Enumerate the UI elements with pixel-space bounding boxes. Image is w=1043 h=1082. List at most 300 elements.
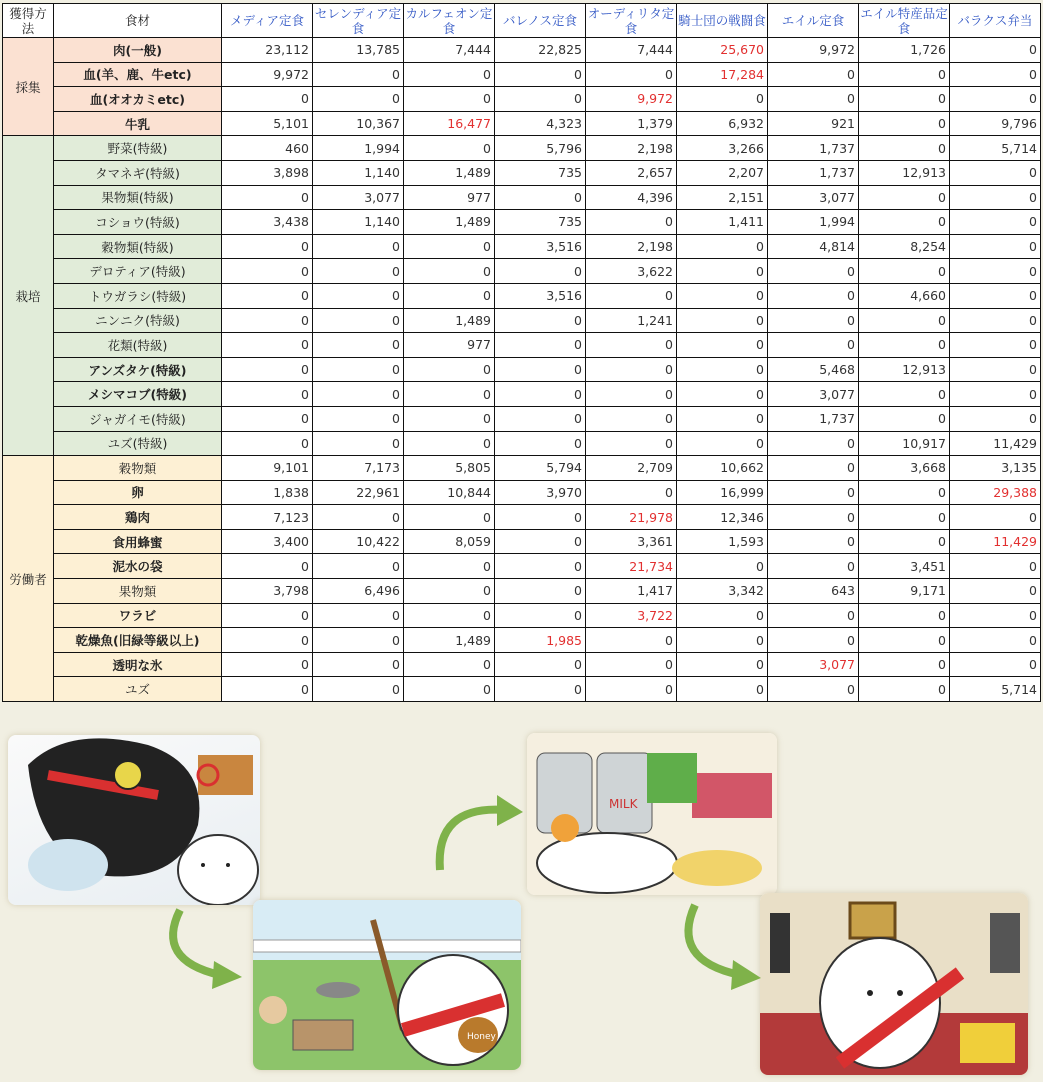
value-cell: 0 xyxy=(950,283,1041,308)
value-cell: 3,516 xyxy=(495,234,586,259)
value-cell: 5,794 xyxy=(495,456,586,481)
value-cell: 3,135 xyxy=(950,456,1041,481)
value-cell: 0 xyxy=(859,406,950,431)
value-cell: 0 xyxy=(495,431,586,456)
table-row xyxy=(3,382,1041,407)
value-cell: 0 xyxy=(404,579,495,604)
value-cell: 1,411 xyxy=(677,210,768,235)
value-cell: 2,657 xyxy=(586,160,677,185)
value-cell: 9,972 xyxy=(768,38,859,63)
value-cell: 977 xyxy=(404,333,495,358)
value-cell: 3,451 xyxy=(859,554,950,579)
header-col-8: バラクス弁当 xyxy=(950,4,1041,38)
value-cell: 0 xyxy=(768,603,859,628)
table-row xyxy=(3,136,1041,161)
value-cell: 0 xyxy=(768,333,859,358)
arrow-1-icon xyxy=(150,905,250,995)
table-row xyxy=(3,87,1041,112)
ingredient-cell: 花類(特級) xyxy=(54,333,222,358)
value-cell: 0 xyxy=(586,382,677,407)
table-row xyxy=(3,210,1041,235)
group-label: 栽培 xyxy=(3,136,54,456)
table-row xyxy=(3,529,1041,554)
value-cell: 0 xyxy=(404,357,495,382)
value-cell: 0 xyxy=(950,185,1041,210)
value-cell: 0 xyxy=(768,87,859,112)
value-cell: 2,709 xyxy=(586,456,677,481)
value-cell: 9,972 xyxy=(222,62,313,87)
table-row xyxy=(3,628,1041,653)
table-row xyxy=(3,603,1041,628)
value-cell: 1,241 xyxy=(586,308,677,333)
value-cell: 0 xyxy=(404,677,495,702)
value-cell: 0 xyxy=(768,529,859,554)
value-cell: 735 xyxy=(495,160,586,185)
table-row xyxy=(3,406,1041,431)
value-cell: 6,496 xyxy=(313,579,404,604)
value-cell: 0 xyxy=(859,652,950,677)
value-cell: 0 xyxy=(677,259,768,284)
value-cell: 6,932 xyxy=(677,111,768,136)
value-cell: 10,662 xyxy=(677,456,768,481)
value-cell: 0 xyxy=(768,628,859,653)
table-row xyxy=(3,160,1041,185)
value-cell: 3,342 xyxy=(677,579,768,604)
value-cell: 643 xyxy=(768,579,859,604)
header-col-3: バレノス定食 xyxy=(495,4,586,38)
ingredient-cell: アンズタケ(特級) xyxy=(54,357,222,382)
table-row xyxy=(3,505,1041,530)
value-cell: 0 xyxy=(495,554,586,579)
value-cell: 0 xyxy=(677,406,768,431)
value-cell: 5,468 xyxy=(768,357,859,382)
value-cell: 0 xyxy=(495,259,586,284)
value-cell: 0 xyxy=(222,234,313,259)
value-cell: 9,101 xyxy=(222,456,313,481)
workers-scene-image xyxy=(253,900,521,1070)
group-label: 労働者 xyxy=(3,456,54,702)
header-col-7: エイル特産品定食 xyxy=(860,5,948,36)
value-cell: 0 xyxy=(859,382,950,407)
value-cell: 0 xyxy=(222,603,313,628)
ingredient-cell: 穀物類(特級) xyxy=(54,234,222,259)
value-cell: 0 xyxy=(950,160,1041,185)
value-cell: 0 xyxy=(768,62,859,87)
value-cell: 0 xyxy=(495,382,586,407)
group-label: 採集 xyxy=(3,38,54,136)
value-cell: 16,477 xyxy=(404,111,495,136)
value-cell: 0 xyxy=(404,505,495,530)
ingredient-cell: メシマコブ(特級) xyxy=(54,382,222,407)
arrow-2-icon xyxy=(425,780,525,880)
value-cell: 3,722 xyxy=(586,603,677,628)
value-cell: 25,670 xyxy=(677,38,768,63)
value-cell: 0 xyxy=(313,283,404,308)
ingredient-cell: タマネギ(特級) xyxy=(54,160,222,185)
value-cell: 7,123 xyxy=(222,505,313,530)
value-cell: 0 xyxy=(950,62,1041,87)
table-row xyxy=(3,62,1041,87)
value-cell: 17,284 xyxy=(677,62,768,87)
value-cell: 0 xyxy=(950,210,1041,235)
value-cell: 0 xyxy=(313,62,404,87)
table-row xyxy=(3,652,1041,677)
ingredients-scene-image xyxy=(527,733,777,895)
value-cell: 0 xyxy=(859,62,950,87)
value-cell: 3,077 xyxy=(768,652,859,677)
value-cell: 5,101 xyxy=(222,111,313,136)
value-cell: 0 xyxy=(495,529,586,554)
ingredient-cell: トウガラシ(特級) xyxy=(54,283,222,308)
ingredient-cell: 卵 xyxy=(54,480,222,505)
value-cell: 3,668 xyxy=(859,456,950,481)
value-cell: 0 xyxy=(859,603,950,628)
value-cell: 0 xyxy=(677,308,768,333)
value-cell: 0 xyxy=(222,357,313,382)
value-cell: 0 xyxy=(950,87,1041,112)
value-cell: 0 xyxy=(859,210,950,235)
value-cell: 0 xyxy=(495,677,586,702)
value-cell: 1,726 xyxy=(859,38,950,63)
table-row xyxy=(3,185,1041,210)
value-cell: 0 xyxy=(677,234,768,259)
value-cell: 0 xyxy=(404,87,495,112)
value-cell: 0 xyxy=(313,603,404,628)
value-cell: 0 xyxy=(404,603,495,628)
value-cell: 0 xyxy=(222,628,313,653)
ingredient-cell: 果物類 xyxy=(54,579,222,604)
value-cell: 0 xyxy=(222,406,313,431)
value-cell: 11,429 xyxy=(950,529,1041,554)
value-cell: 3,970 xyxy=(495,480,586,505)
value-cell: 0 xyxy=(404,136,495,161)
value-cell: 4,396 xyxy=(586,185,677,210)
table-row xyxy=(3,480,1041,505)
value-cell: 0 xyxy=(586,406,677,431)
value-cell: 0 xyxy=(495,652,586,677)
ingredient-cell: 果物類(特級) xyxy=(54,185,222,210)
value-cell: 0 xyxy=(495,406,586,431)
ingredient-cell: ユズ xyxy=(54,677,222,702)
value-cell: 0 xyxy=(768,308,859,333)
ingredient-cell: ニンニク(特級) xyxy=(54,308,222,333)
value-cell: 8,059 xyxy=(404,529,495,554)
value-cell: 0 xyxy=(495,185,586,210)
value-cell: 1,489 xyxy=(404,308,495,333)
illustration-mansion xyxy=(760,893,1028,1075)
value-cell: 0 xyxy=(222,677,313,702)
value-cell: 9,171 xyxy=(859,579,950,604)
value-cell: 3,400 xyxy=(222,529,313,554)
value-cell: 11,429 xyxy=(950,431,1041,456)
value-cell: 3,266 xyxy=(677,136,768,161)
value-cell: 0 xyxy=(495,357,586,382)
value-cell: 2,198 xyxy=(586,234,677,259)
ingredient-cell: 野菜(特級) xyxy=(54,136,222,161)
value-cell: 1,379 xyxy=(586,111,677,136)
value-cell: 3,077 xyxy=(313,185,404,210)
table-row xyxy=(3,431,1041,456)
ingredient-cell: 泥水の袋 xyxy=(54,554,222,579)
ingredient-cell: ユズ(特級) xyxy=(54,431,222,456)
value-cell: 3,077 xyxy=(768,185,859,210)
value-cell: 5,796 xyxy=(495,136,586,161)
value-cell: 0 xyxy=(586,431,677,456)
value-cell: 0 xyxy=(222,431,313,456)
value-cell: 0 xyxy=(313,333,404,358)
table-row xyxy=(3,554,1041,579)
value-cell: 13,785 xyxy=(313,38,404,63)
value-cell: 0 xyxy=(859,259,950,284)
value-cell: 4,660 xyxy=(859,283,950,308)
value-cell: 21,734 xyxy=(586,554,677,579)
ingredient-cell: 鶏肉 xyxy=(54,505,222,530)
table-row xyxy=(3,677,1041,702)
value-cell: 0 xyxy=(768,456,859,481)
header-method: 獲得方法 xyxy=(3,4,54,38)
table-row xyxy=(3,333,1041,358)
value-cell: 1,737 xyxy=(768,160,859,185)
value-cell: 1,489 xyxy=(404,160,495,185)
value-cell: 3,622 xyxy=(586,259,677,284)
ingredient-cell: 血(羊、鹿、牛etc) xyxy=(54,62,222,87)
table-row xyxy=(3,308,1041,333)
value-cell: 0 xyxy=(404,234,495,259)
value-cell: 0 xyxy=(677,554,768,579)
value-cell: 7,173 xyxy=(313,456,404,481)
value-cell: 2,198 xyxy=(586,136,677,161)
ingredient-cell: 食用蜂蜜 xyxy=(54,529,222,554)
value-cell: 0 xyxy=(677,603,768,628)
value-cell: 0 xyxy=(313,505,404,530)
value-cell: 0 xyxy=(404,283,495,308)
value-cell: 0 xyxy=(586,283,677,308)
value-cell: 735 xyxy=(495,210,586,235)
table-row xyxy=(3,38,1041,63)
value-cell: 0 xyxy=(222,283,313,308)
header-col-5: 騎士団の戦闘食 xyxy=(677,4,768,38)
value-cell: 0 xyxy=(768,259,859,284)
value-cell: 0 xyxy=(768,505,859,530)
value-cell: 0 xyxy=(404,259,495,284)
value-cell: 9,972 xyxy=(586,87,677,112)
ingredient-cell: 穀物類 xyxy=(54,456,222,481)
value-cell: 921 xyxy=(768,111,859,136)
value-cell: 0 xyxy=(222,87,313,112)
ingredient-cell: 肉(一般) xyxy=(54,38,222,63)
header-col-4: オーディリタ定食 xyxy=(586,4,677,38)
value-cell: 0 xyxy=(495,603,586,628)
value-cell: 0 xyxy=(222,382,313,407)
honey-jar-label: Honey xyxy=(467,1032,496,1042)
table-row xyxy=(3,111,1041,136)
illustration-workers xyxy=(253,900,521,1070)
value-cell: 0 xyxy=(950,603,1041,628)
value-cell: 0 xyxy=(859,333,950,358)
value-cell: 0 xyxy=(313,87,404,112)
value-cell: 0 xyxy=(495,579,586,604)
value-cell: 0 xyxy=(222,554,313,579)
value-cell: 3,438 xyxy=(222,210,313,235)
value-cell: 22,961 xyxy=(313,480,404,505)
value-cell: 0 xyxy=(313,652,404,677)
value-cell: 0 xyxy=(950,554,1041,579)
value-cell: 5,805 xyxy=(404,456,495,481)
value-cell: 0 xyxy=(495,87,586,112)
header-col-1: セレンディア定食 xyxy=(313,4,404,38)
ingredient-cell: 乾燥魚(旧緑等級以上) xyxy=(54,628,222,653)
value-cell: 1,140 xyxy=(313,160,404,185)
value-cell: 4,323 xyxy=(495,111,586,136)
header-col-0: メディア定食 xyxy=(222,4,313,38)
header-col-2: カルフェオン定食 xyxy=(404,4,495,38)
value-cell: 0 xyxy=(495,505,586,530)
value-cell: 0 xyxy=(677,283,768,308)
illustration-ingredients xyxy=(527,733,777,895)
header-ingredient: 食材 xyxy=(54,4,222,38)
value-cell: 0 xyxy=(768,677,859,702)
milk-can-label: MILK xyxy=(609,797,638,811)
value-cell: 0 xyxy=(859,185,950,210)
value-cell: 1,994 xyxy=(313,136,404,161)
value-cell: 0 xyxy=(313,357,404,382)
table-row xyxy=(3,234,1041,259)
value-cell: 2,151 xyxy=(677,185,768,210)
value-cell: 0 xyxy=(404,62,495,87)
value-cell: 0 xyxy=(222,308,313,333)
value-cell: 1,417 xyxy=(586,579,677,604)
value-cell: 0 xyxy=(222,185,313,210)
value-cell: 0 xyxy=(859,628,950,653)
value-cell: 4,814 xyxy=(768,234,859,259)
ingredient-cell: 透明な氷 xyxy=(54,652,222,677)
value-cell: 1,737 xyxy=(768,406,859,431)
ingredient-cell: 牛乳 xyxy=(54,111,222,136)
ingredient-cell: デロティア(特級) xyxy=(54,259,222,284)
mansion-scene-image xyxy=(760,893,1028,1075)
value-cell: 0 xyxy=(859,505,950,530)
value-cell: 3,077 xyxy=(768,382,859,407)
value-cell: 0 xyxy=(950,357,1041,382)
value-cell: 0 xyxy=(950,652,1041,677)
table-row xyxy=(3,579,1041,604)
value-cell: 0 xyxy=(586,357,677,382)
value-cell: 0 xyxy=(950,259,1041,284)
value-cell: 0 xyxy=(313,406,404,431)
value-cell: 0 xyxy=(313,259,404,284)
value-cell: 9,796 xyxy=(950,111,1041,136)
value-cell: 0 xyxy=(586,210,677,235)
table-row xyxy=(3,456,1041,481)
ingredient-table xyxy=(2,3,1041,702)
value-cell: 1,737 xyxy=(768,136,859,161)
value-cell: 22,825 xyxy=(495,38,586,63)
value-cell: 0 xyxy=(950,382,1041,407)
value-cell: 16,999 xyxy=(677,480,768,505)
value-cell: 5,714 xyxy=(950,136,1041,161)
value-cell: 0 xyxy=(313,554,404,579)
value-cell: 0 xyxy=(222,333,313,358)
value-cell: 0 xyxy=(677,628,768,653)
ingredient-cell: 血(オオカミetc) xyxy=(54,87,222,112)
value-cell: 0 xyxy=(586,628,677,653)
value-cell: 0 xyxy=(404,652,495,677)
value-cell: 0 xyxy=(586,480,677,505)
value-cell: 0 xyxy=(950,505,1041,530)
value-cell: 10,367 xyxy=(313,111,404,136)
value-cell: 0 xyxy=(586,677,677,702)
ingredient-cell: ジャガイモ(特級) xyxy=(54,406,222,431)
value-cell: 0 xyxy=(859,480,950,505)
value-cell: 0 xyxy=(677,357,768,382)
value-cell: 0 xyxy=(950,406,1041,431)
value-cell: 0 xyxy=(313,677,404,702)
value-cell: 21,978 xyxy=(586,505,677,530)
value-cell: 0 xyxy=(677,431,768,456)
value-cell: 0 xyxy=(950,628,1041,653)
illustration-gathering xyxy=(8,735,260,905)
value-cell: 977 xyxy=(404,185,495,210)
value-cell: 3,361 xyxy=(586,529,677,554)
value-cell: 7,444 xyxy=(586,38,677,63)
value-cell: 0 xyxy=(950,234,1041,259)
value-cell: 0 xyxy=(950,333,1041,358)
value-cell: 8,254 xyxy=(859,234,950,259)
arrow-3-icon xyxy=(665,900,765,1000)
value-cell: 0 xyxy=(313,431,404,456)
value-cell: 2,207 xyxy=(677,160,768,185)
value-cell: 10,917 xyxy=(859,431,950,456)
value-cell: 12,346 xyxy=(677,505,768,530)
table-header-row xyxy=(3,4,1041,38)
header-col-6: エイル定食 xyxy=(768,4,859,38)
value-cell: 1,838 xyxy=(222,480,313,505)
value-cell: 0 xyxy=(859,136,950,161)
value-cell: 1,489 xyxy=(404,628,495,653)
value-cell: 0 xyxy=(404,554,495,579)
value-cell: 0 xyxy=(495,308,586,333)
value-cell: 10,422 xyxy=(313,529,404,554)
value-cell: 0 xyxy=(950,308,1041,333)
value-cell: 0 xyxy=(950,579,1041,604)
value-cell: 0 xyxy=(677,677,768,702)
value-cell: 5,714 xyxy=(950,677,1041,702)
value-cell: 0 xyxy=(313,308,404,333)
value-cell: 0 xyxy=(313,628,404,653)
value-cell: 0 xyxy=(677,652,768,677)
value-cell: 3,898 xyxy=(222,160,313,185)
value-cell: 3,516 xyxy=(495,283,586,308)
value-cell: 0 xyxy=(768,480,859,505)
value-cell: 0 xyxy=(313,382,404,407)
table-row xyxy=(3,357,1041,382)
value-cell: 0 xyxy=(768,554,859,579)
value-cell: 0 xyxy=(404,431,495,456)
value-cell: 0 xyxy=(677,382,768,407)
value-cell: 0 xyxy=(950,38,1041,63)
value-cell: 0 xyxy=(677,333,768,358)
value-cell: 0 xyxy=(222,652,313,677)
value-cell: 0 xyxy=(313,234,404,259)
value-cell: 0 xyxy=(859,111,950,136)
ingredient-cell: ワラビ xyxy=(54,603,222,628)
value-cell: 0 xyxy=(859,677,950,702)
value-cell: 0 xyxy=(586,333,677,358)
ingredient-cell: コショウ(特級) xyxy=(54,210,222,235)
value-cell: 0 xyxy=(495,333,586,358)
value-cell: 0 xyxy=(586,652,677,677)
value-cell: 0 xyxy=(768,431,859,456)
